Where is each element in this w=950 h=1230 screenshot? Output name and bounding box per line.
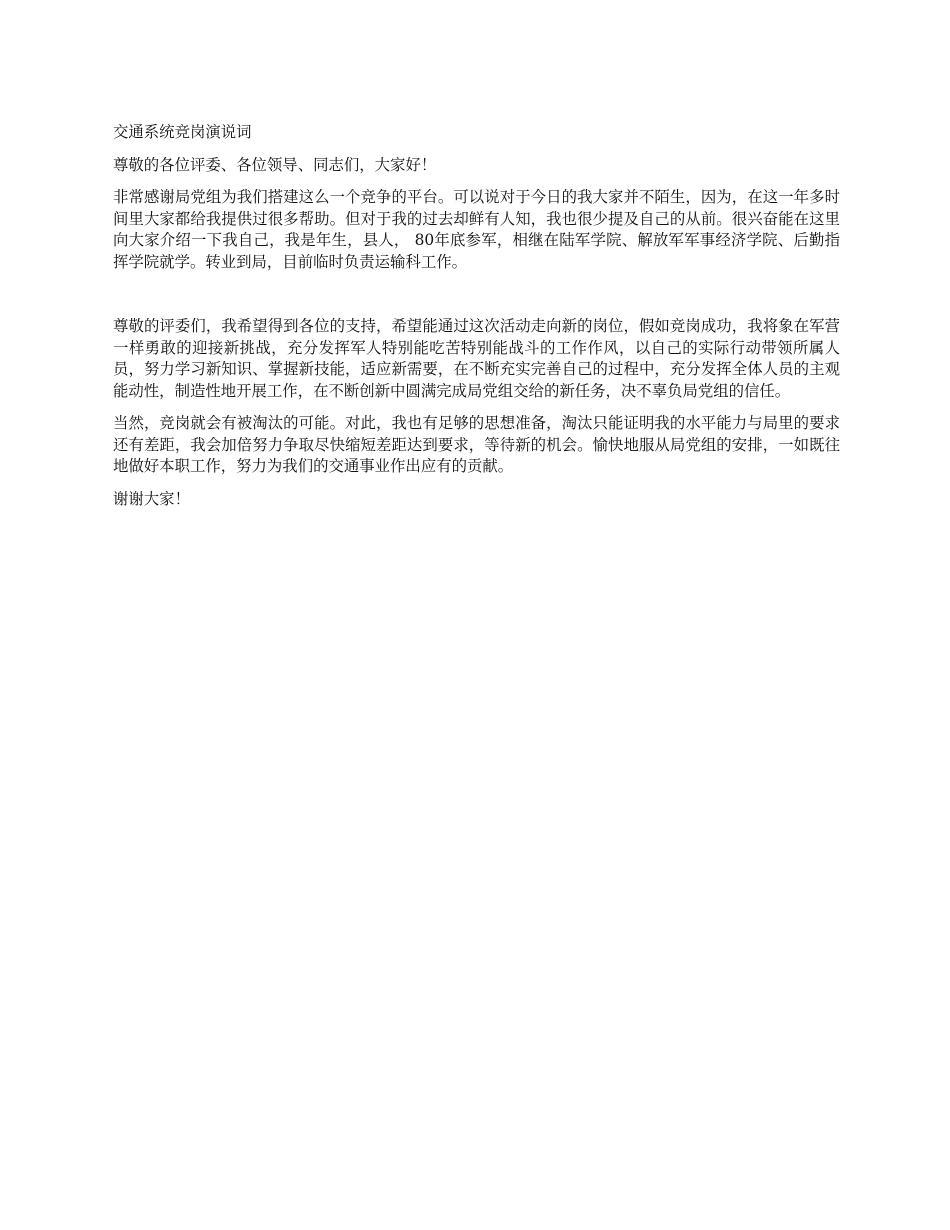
document-page bbox=[113, 122, 840, 521]
body-paragraph-intro: 非常感谢局党组为我们搭建这么一个竞争的平台。可以说对于今日的我大家并不陌生，因为，在这一年多时间里大家都给我提供过很多帮助。但对于我的过去却鲜有人知，我也很少提及自己的从前。很兴奋能在这里向大家介绍一下我自己，我是年生，县人， 80年底参军，相继在陆军学院、解放军军事经济学院、后勤指挥学院就学。转业到局，目前临时负责运输科工作。 bbox=[113, 188, 840, 271]
greeting-paragraph: 尊敬的各位评委、各位领导、同志们，大家好！ bbox=[113, 155, 437, 174]
body-paragraph-elimination: 当然，竞岗就会有被淘汰的可能。对此，我也有足够的思想准备，淘汰只能证明我的水平能力与局里的要求还有差距，我会加倍努力争取尽快缩短差距达到要求，等待新的机会。愉快地服从局党组的安排，一如既往地做好本职工作，努力为我们的交通事业作出应有的贡献。 bbox=[113, 414, 840, 475]
body-paragraph-support: 尊敬的评委们，我希望得到各位的支持，希望能通过这次活动走向新的岗位，假如竞岗成功，我将象在军营一样勇敢的迎接新挑战，充分发挥军人特别能吃苦特别能战斗的工作作风，以自己的实际行动带领所属人员，努力学习新知识、掌握新技能，适应新需要，在不断充实完善自己的过程中，充分发挥全体人员的主观能动性，制造性地开展工作，在不断创新中圆满完成局党组交给的新任务，决不辜负局党组的信任。 bbox=[113, 317, 840, 400]
document-title: 交通系统竞岗演说词 bbox=[113, 123, 252, 141]
closing-paragraph: 谢谢大家！ bbox=[113, 489, 190, 508]
paragraph-spacer bbox=[113, 284, 840, 316]
